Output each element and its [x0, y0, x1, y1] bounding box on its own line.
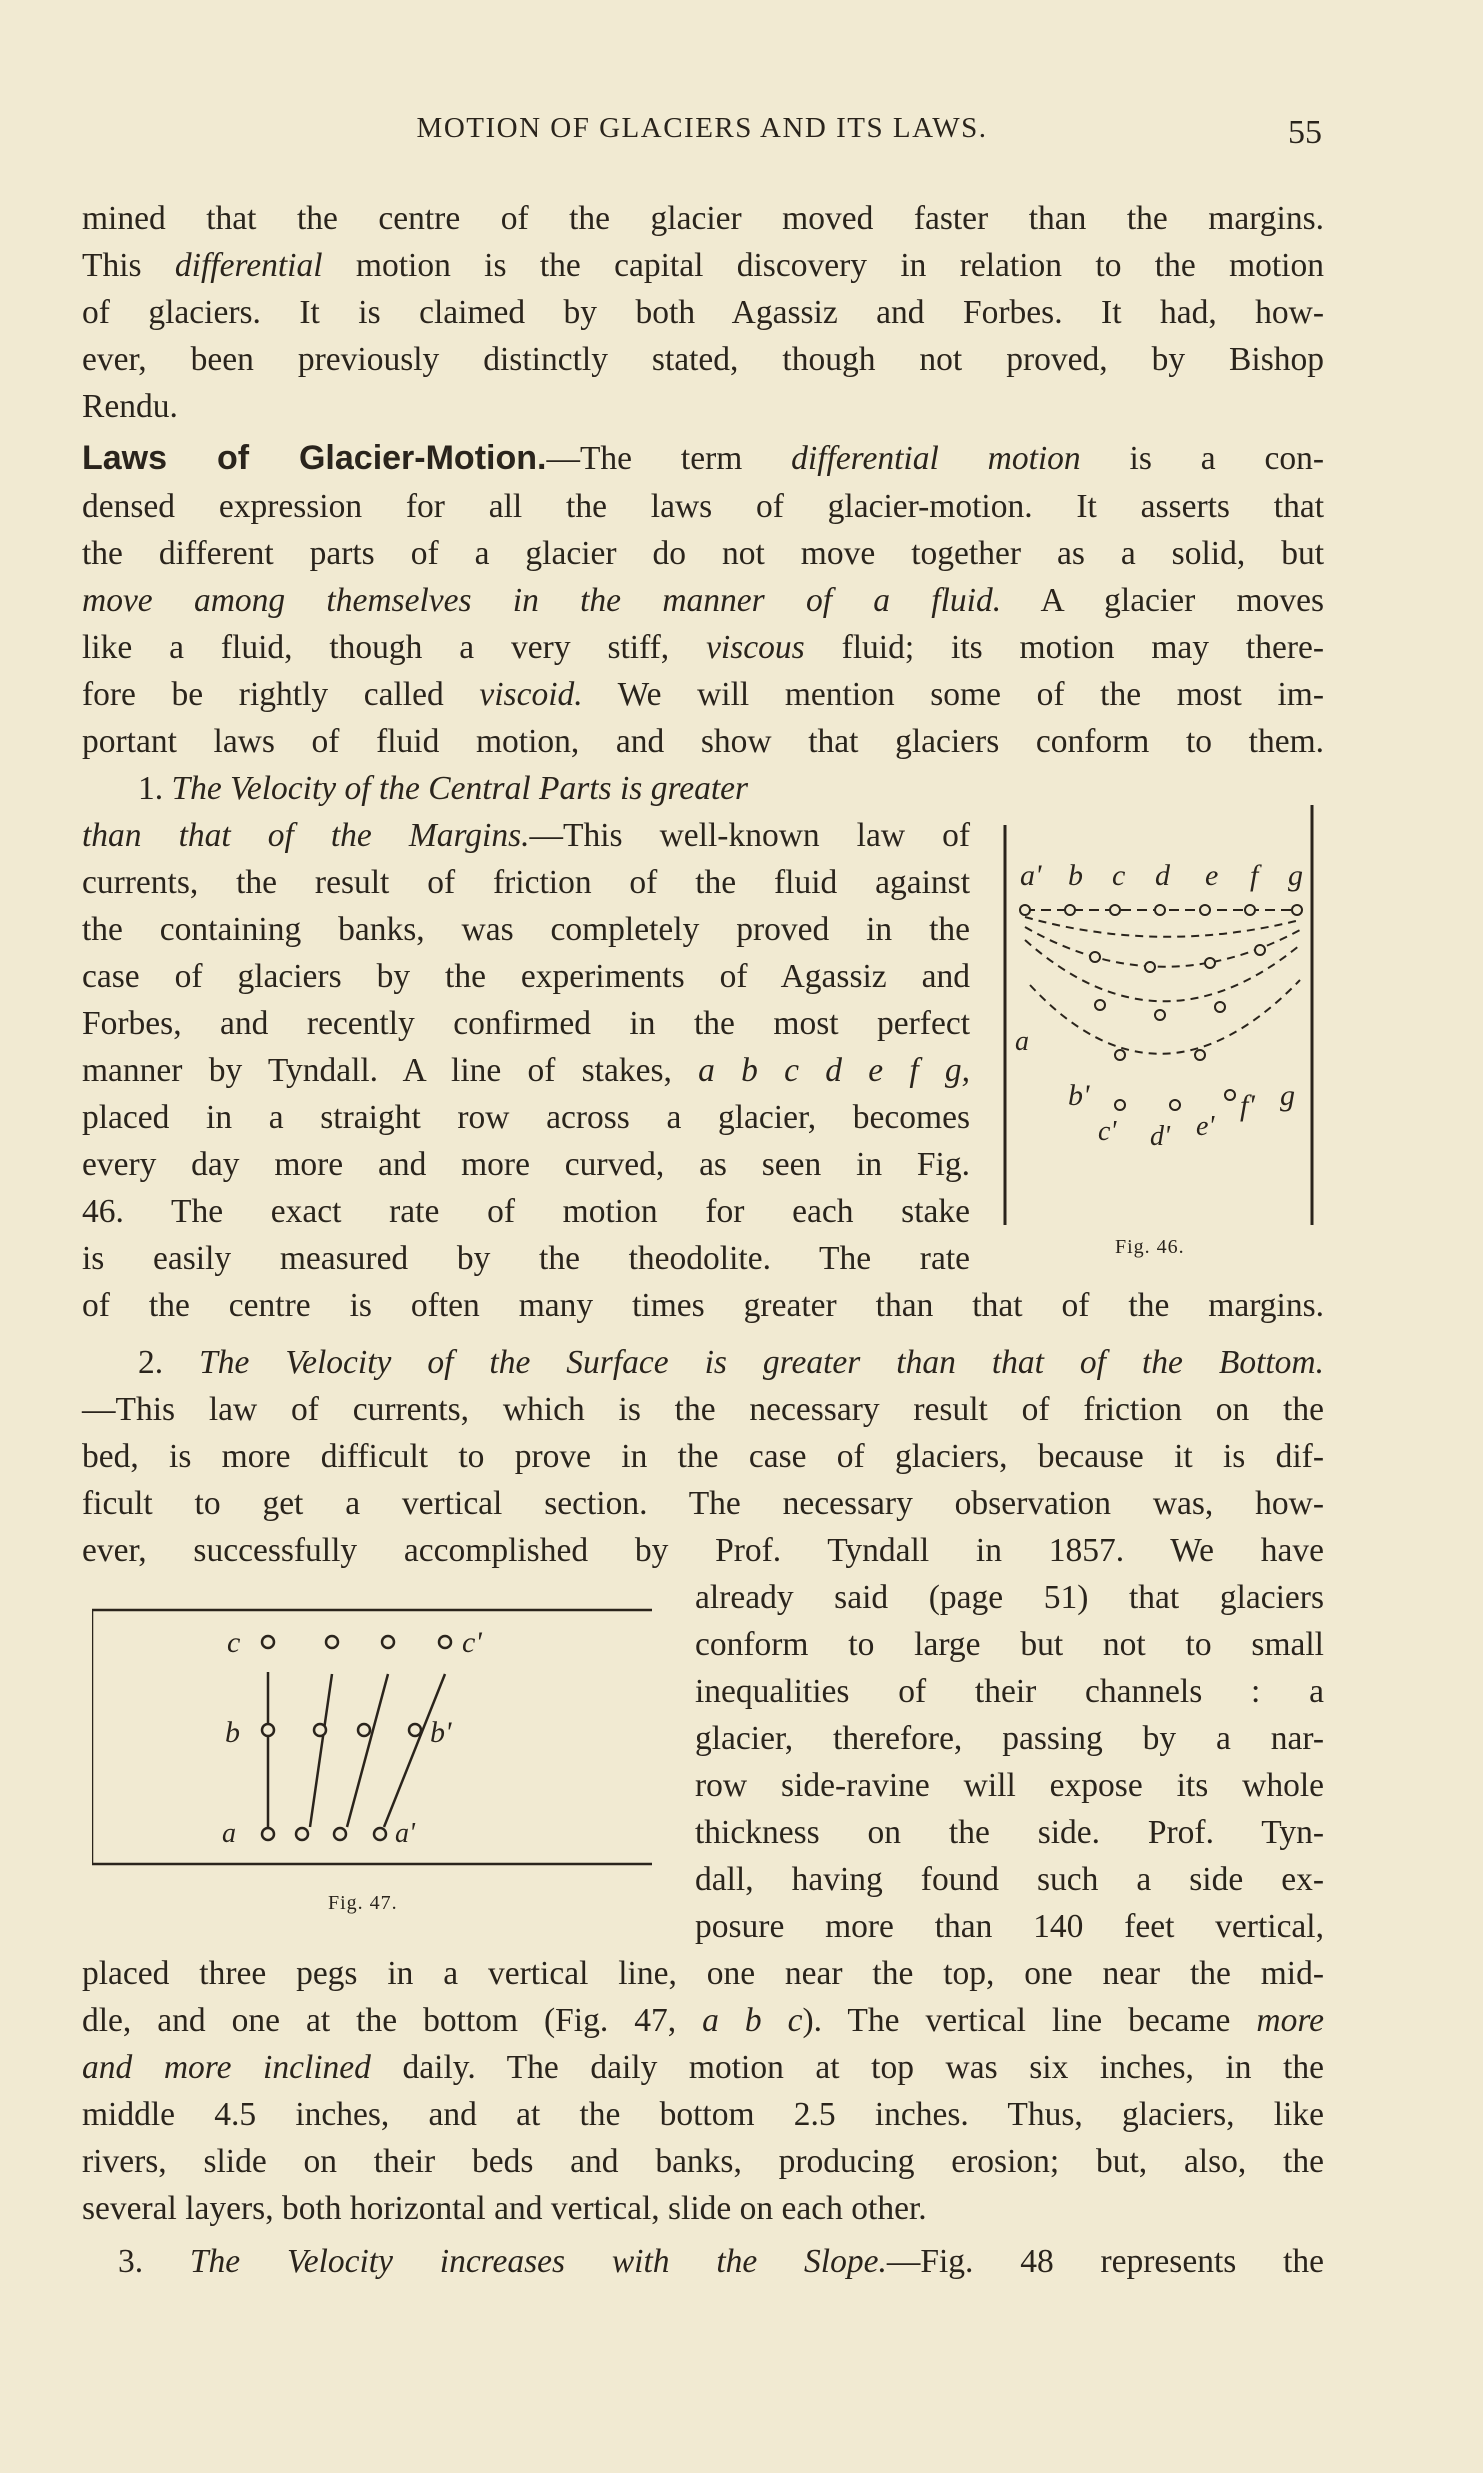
text-line: than that of the Margins.—This well-known law of: [82, 817, 971, 854]
text-line: every day more and more curved, as seen in Fig.: [82, 1146, 970, 1183]
text-line: bed, is more difficult to prove in the case of glaciers, because it is dif-: [82, 1438, 1324, 1475]
figure-46-diagram: [1000, 805, 1330, 1235]
law-heading-line: 3. The Velocity increases with the Slope.—Fig. 48 represents the: [118, 2243, 1325, 2280]
fig47-label: b: [225, 1716, 240, 1749]
fig46-label-bottom: e': [1196, 1111, 1215, 1142]
text-line: dall, having found such a side ex-: [695, 1861, 1324, 1898]
fig46-label-left: b': [1068, 1079, 1090, 1112]
law-heading-line: 2. The Velocity of the Surface is greater than that of the Bottom.: [138, 1344, 1324, 1381]
fig47-label: b': [430, 1716, 452, 1749]
figure-46-caption: Fig. 46.: [1115, 1236, 1185, 1258]
section-heading-line: Laws of Glacier-Motion.—The term differential motion is a con-: [82, 439, 1324, 477]
text-line: move among themselves in the manner of a fluid. A glacier moves: [82, 582, 1324, 619]
text-line: ever, been previously distinctly stated, though not proved, by Bishop: [82, 341, 1324, 378]
fig46-label-bottom: f': [1240, 1089, 1255, 1122]
text-line: 46. The exact rate of motion for each stake: [82, 1193, 970, 1230]
italic-run: more: [1256, 2002, 1324, 2039]
figure-47: [92, 1602, 657, 1872]
fig46-label-top: e: [1205, 859, 1219, 892]
text-line: mined that the centre of the glacier moved faster than the margins.: [82, 200, 1324, 237]
text-line: of glaciers. It is claimed by both Agassiz and Forbes. It had, how-: [82, 294, 1324, 331]
text-line: This differential motion is the capital discovery in relation to the motion: [82, 247, 1324, 284]
fig46-label-bottom: g: [1280, 1079, 1295, 1112]
text-line: dle, and one at the bottom (Fig. 47, a b c). The vertical line became more: [82, 2002, 1324, 2039]
text-line: middle 4.5 inches, and at the bottom 2.5 inches. Thus, glaciers, like: [82, 2096, 1324, 2133]
text-line: several layers, both horizontal and vertical, slide on each other.: [82, 2190, 927, 2227]
fig46-label-top: f: [1250, 859, 1259, 892]
fig46-label-top: b: [1068, 859, 1083, 892]
text-line: like a fluid, though a very stiff, viscous fluid; its motion may there-: [82, 629, 1324, 666]
fig46-label-top: d: [1155, 859, 1170, 892]
italic-run: viscoid.: [479, 676, 583, 713]
italic-run: a b c: [702, 2002, 803, 2039]
page-header: [82, 112, 1322, 162]
text-line: thickness on the side. Prof. Tyn-: [695, 1814, 1324, 1851]
text-line: conform to large but not to small: [695, 1626, 1324, 1663]
fig46-label-left: a: [1015, 1026, 1029, 1057]
italic-run: a b c d e f g,: [698, 1052, 970, 1089]
text-line: inequalities of their channels : a: [695, 1673, 1324, 1710]
bold-heading: Laws of Glacier-Motion.: [82, 439, 547, 477]
text-line: manner by Tyndall. A line of stakes, a b c d e f g,: [82, 1052, 970, 1089]
figure-47-diagram: [92, 1602, 657, 1872]
fig46-label-bottom: d': [1150, 1121, 1170, 1152]
italic-run: and more inclined: [82, 2049, 371, 2086]
text-line: placed in a straight row across a glacier, becomes: [82, 1099, 970, 1136]
text-line: portant laws of fluid motion, and show that glaciers conform to them.: [82, 723, 1324, 760]
text-line: of the centre is often many times greater than that of the margins.: [82, 1287, 1324, 1324]
figure-46: [1000, 805, 1330, 1235]
italic-run: viscous: [706, 629, 805, 666]
italic-run: differential: [174, 247, 323, 284]
fig47-label: c': [462, 1626, 482, 1659]
text-line: glacier, therefore, passing by a nar-: [695, 1720, 1324, 1757]
text-line: Forbes, and recently confirmed in the most perfect: [82, 1005, 970, 1042]
law-heading-line: 1. The Velocity of the Central Parts is greater: [138, 770, 749, 807]
italic-run: move among themselves in the manner of a fluid.: [82, 582, 1002, 619]
italic-run: The Velocity of the Central Parts is greater: [171, 770, 749, 807]
text-line: densed expression for all the laws of glacier-motion. It asserts that: [82, 488, 1324, 525]
text-line: the different parts of a glacier do not move together as a solid, but: [82, 535, 1324, 572]
fig46-label-top: g: [1288, 859, 1303, 892]
text-line: —This law of currents, which is the necessary result of friction on the: [82, 1391, 1324, 1428]
text-line: ficult to get a vertical section. The necessary observation was, how-: [82, 1485, 1324, 1522]
fig46-label-top: c: [1112, 859, 1126, 892]
fig47-label: a': [395, 1818, 415, 1849]
text-line: the containing banks, was completely proved in the: [82, 911, 970, 948]
fig46-label-top: a': [1020, 859, 1042, 892]
text-line: case of glaciers by the experiments of Agassiz and: [82, 958, 970, 995]
italic-run: The Velocity increases with the Slope.: [189, 2243, 887, 2280]
text-line: posure more than 140 feet vertical,: [695, 1908, 1324, 1945]
text-line: is easily measured by the theodolite. The rate: [82, 1240, 970, 1277]
text-line: fore be rightly called viscoid. We will mention some of the most im-: [82, 676, 1324, 713]
page-number: 55: [1288, 114, 1322, 151]
text-line: row side-ravine will expose its whole: [695, 1767, 1324, 1804]
text-line: Rendu.: [82, 388, 178, 425]
figure-47-caption: Fig. 47.: [328, 1892, 398, 1914]
italic-run: differential motion: [791, 440, 1081, 477]
fig47-label: c: [227, 1626, 241, 1659]
italic-run: The Velocity of the Surface is greater than that of the Bottom.: [199, 1344, 1324, 1381]
italic-run: than that of the Margins.: [82, 817, 530, 854]
text-line: and more inclined daily. The daily motion at top was six inches, in the: [82, 2049, 1325, 2086]
text-line: already said (page 51) that glaciers: [695, 1579, 1324, 1616]
fig46-label-bottom: c': [1098, 1116, 1117, 1147]
fig47-label: a: [222, 1818, 236, 1849]
running-head: MOTION OF GLACIERS AND ITS LAWS.: [416, 112, 988, 144]
text-line: currents, the result of friction of the fluid against: [82, 864, 970, 901]
text-line: placed three pegs in a vertical line, one near the top, one near the mid-: [82, 1955, 1324, 1992]
text-line: rivers, slide on their beds and banks, producing erosion; but, also, the: [82, 2143, 1324, 2180]
text-line: ever, successfully accomplished by Prof. Tyndall in 1857. We have: [82, 1532, 1324, 1569]
